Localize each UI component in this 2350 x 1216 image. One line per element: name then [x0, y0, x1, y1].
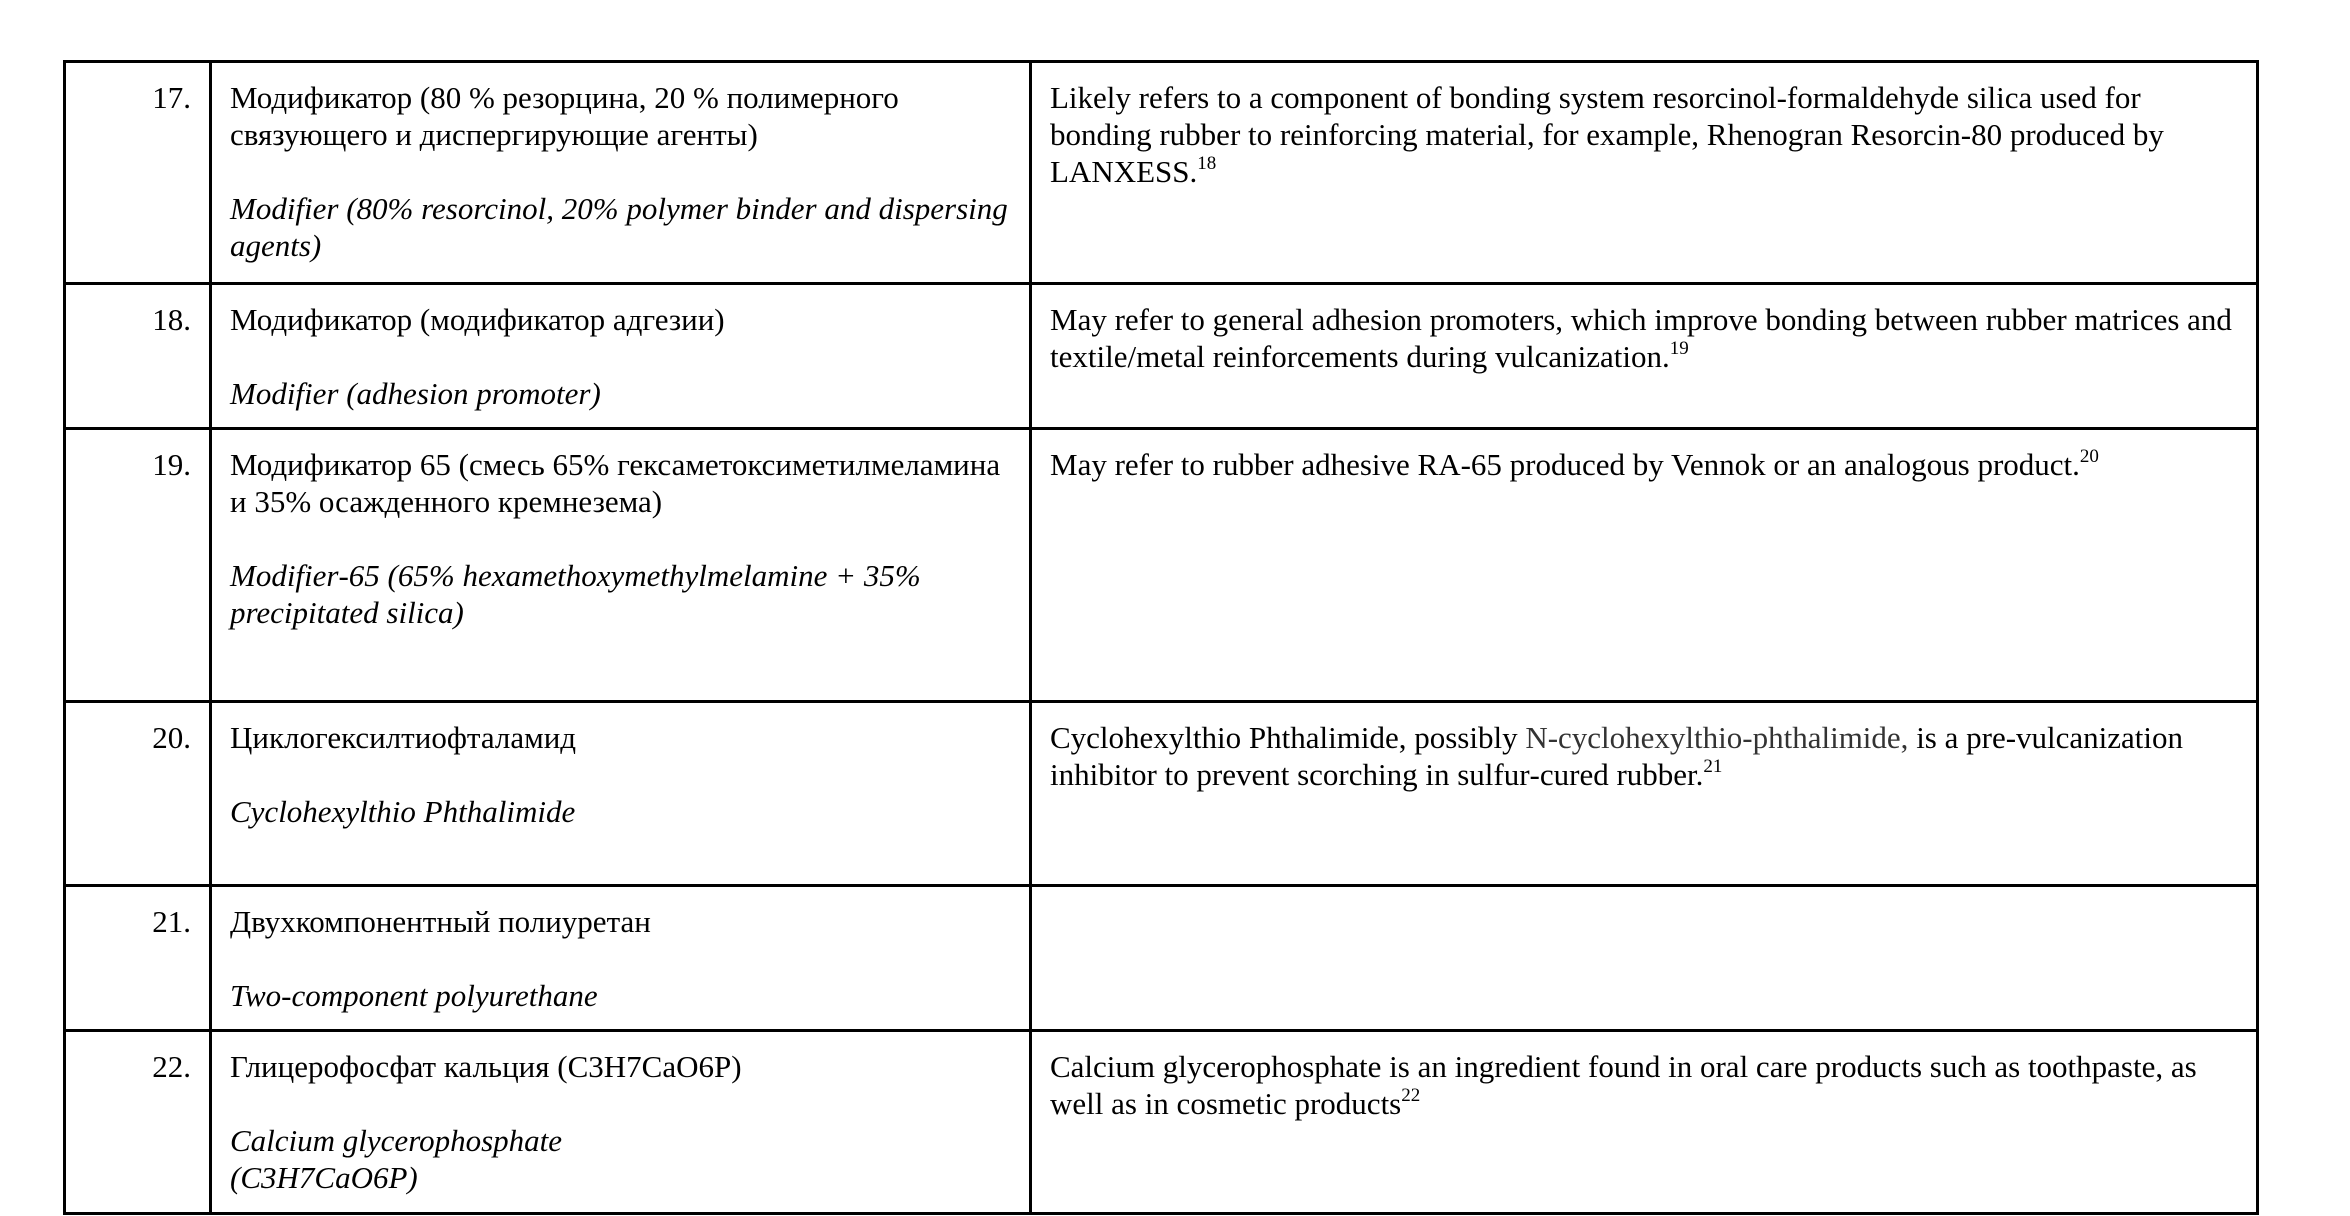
- description-text: May refer to general adhesion promoters, which improve bonding between rubber matrices and textile/metal reinforcements during vulcanization.: [1050, 302, 2232, 374]
- term-russian: Модификатор (80 % резорцина, 20 % полимерного связующего и диспергирующие агенты): [230, 80, 899, 152]
- footnote-ref[interactable]: 21: [1703, 755, 1723, 777]
- description-cell: [1031, 702, 2258, 886]
- table-row: [65, 702, 2258, 886]
- term-cell: [211, 429, 1031, 702]
- description-text: Likely refers to a component of bonding system resorcinol-formaldehyde silica used for bonding rubber to reinforcing material, for example, Rhenogran Resorcin-80 produced by LANXESS.: [1050, 80, 2164, 189]
- footnote-ref[interactable]: 19: [1669, 337, 1689, 359]
- glossary-table: [63, 60, 2259, 1215]
- description-text-end: is a pre‑vulcanization inhibitor to prevent scorching in sulfur‑cured rubber.: [1050, 720, 2184, 792]
- term-english: Modifier (adhesion promoter): [230, 376, 601, 411]
- table-row: [65, 429, 2258, 702]
- row-number: 19.: [65, 429, 211, 702]
- description-text-start: Cyclohexylthio Phthalimide, possibly: [1050, 720, 1526, 755]
- term-russian: Модификатор (модификатор адгезии): [230, 302, 725, 337]
- table-row: [65, 886, 2258, 1031]
- footnote-ref[interactable]: 18: [1197, 152, 1217, 174]
- term-english: Modifier (80% resorcinol, 20% polymer binder and dispersing agents): [230, 191, 1008, 263]
- table-row: [65, 284, 2258, 429]
- term-cell: [211, 1031, 1031, 1214]
- term-english-line1: Calcium glycerophosphate: [230, 1123, 563, 1158]
- term-english: Modifier‑65 (65% hexamethoxymethylmelamine + 35% precipitated silica): [230, 558, 921, 630]
- term-russian: Модификатор 65 (смесь 65% гексаметоксиметилмеламина и 35% осажденного кремнезема): [230, 447, 1001, 519]
- description-cell: [1031, 62, 2258, 284]
- row-number: 21.: [65, 886, 211, 1031]
- description-cell: [1031, 284, 2258, 429]
- table-row: [65, 1031, 2258, 1214]
- description-text: Calcium glycerophosphate is an ingredient found in oral care products such as toothpaste, as well as in cosmetic products: [1050, 1049, 2197, 1121]
- document-page: [63, 60, 2256, 1215]
- description-cell: [1031, 1031, 2258, 1214]
- row-number: 18.: [65, 284, 211, 429]
- row-number: 17.: [65, 62, 211, 284]
- row-number: 22.: [65, 1031, 211, 1214]
- term-russian: Глицерофосфат кальция (C3H7CaO6P): [230, 1049, 742, 1084]
- description-text: May refer to rubber adhesive RA-65 produced by Vennok or an analogous product.: [1050, 447, 2080, 482]
- description-cell-empty: [1031, 886, 2258, 1031]
- description-cell: [1031, 429, 2258, 702]
- term-cell: [211, 702, 1031, 886]
- term-russian: Циклогексилтиофталамид: [230, 720, 577, 755]
- term-english: Two‑component polyurethane: [230, 978, 598, 1013]
- row-number: 20.: [65, 702, 211, 886]
- term-english: Cyclohexylthio Phthalimide: [230, 794, 576, 829]
- footnote-ref[interactable]: 20: [2079, 445, 2099, 467]
- term-cell: [211, 62, 1031, 284]
- term-russian: Двухкомпонентный полиуретан: [230, 904, 651, 939]
- term-cell: [211, 886, 1031, 1031]
- term-english: [230, 1122, 1011, 1196]
- term-english-line2: (C3H7CaO6P): [230, 1160, 418, 1195]
- compound-link[interactable]: N-cyclohexylthio-phthalimide,: [1525, 720, 1909, 755]
- term-cell: [211, 284, 1031, 429]
- table-row: [65, 62, 2258, 284]
- footnote-ref[interactable]: 22: [1401, 1084, 1421, 1106]
